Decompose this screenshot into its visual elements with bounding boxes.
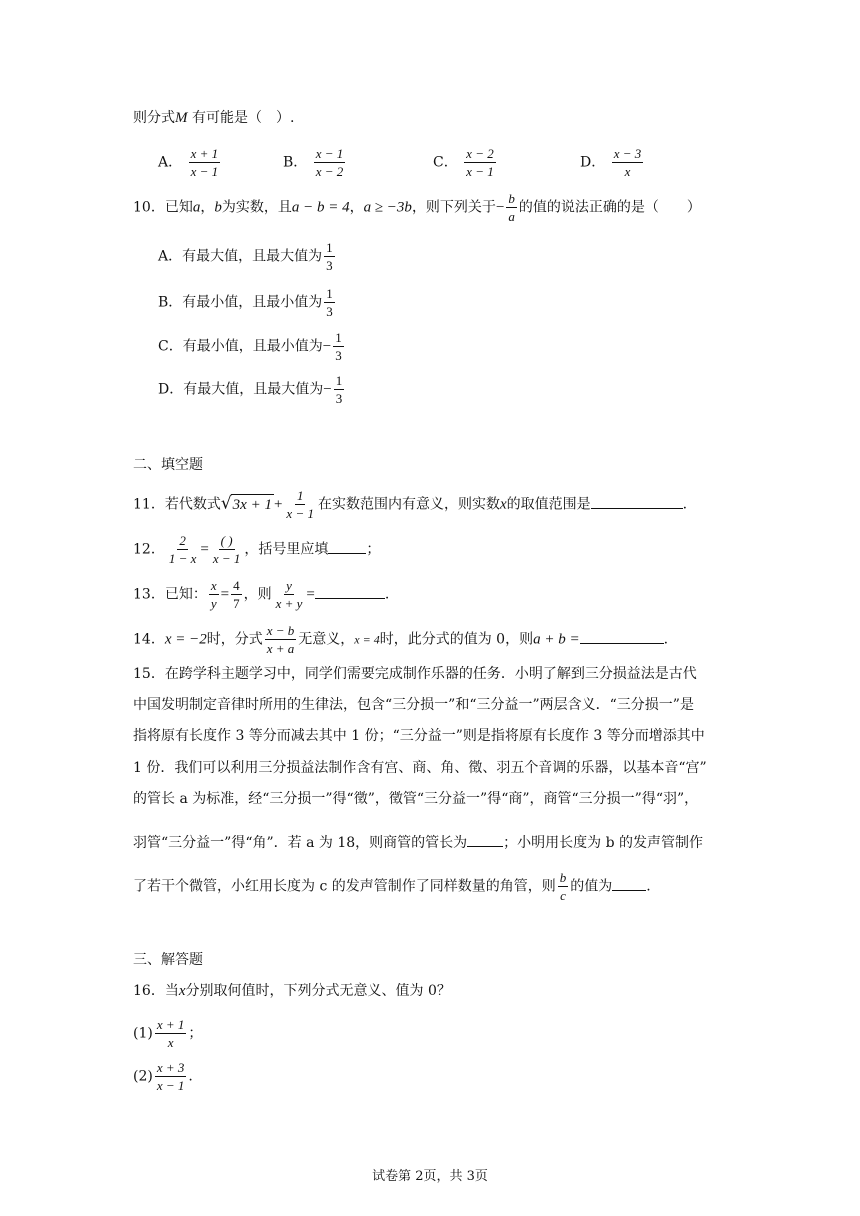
q15-line-5: 的管长 a 为标准，经“三分损一”得“徵”，徵管“三分益一”得“商”，商管“三分损一”得“羽”， <box>133 791 699 807</box>
section-fill-in-title: 二、填空题 <box>133 457 203 473</box>
q16-stem: 16．当x分别取何值时，下列分式无意义、值为 0？ <box>133 983 451 999</box>
q15-line-1: 15．在跨学科主题学习中，同学们需要完成制作乐器的任务．小明了解到三分损益法是古代 <box>133 666 697 682</box>
q15-answer-blank-1[interactable] <box>467 832 503 847</box>
q13: 13．已知： $\frac{x}{y}$ = $\frac{4}{7}$ ，则 $\frac{y}{x + y}$ = . <box>133 578 390 611</box>
page-footer: 试卷第 2页，共 3页 <box>372 1169 488 1184</box>
q9-stem: 则分式M 有可能是（ ）. <box>133 110 295 126</box>
q9-option-a[interactable]: A． $\frac{x + 1}{x - 1}$ <box>158 146 219 179</box>
q14-answer-blank[interactable] <box>580 629 664 644</box>
q16-part-2: (2) $\frac{x + 3}{x - 1}$ . <box>133 1060 193 1093</box>
q15-line-2: 中国发明制定音律时所用的生律法，包含“三分损一”和“三分益一”两层含义．“三分损一”是 <box>133 697 694 713</box>
q10-stem: 10．已知a，b为实数，且a − b = 4，a ≥ −3b，则下列关于− $\frac{b}{a}$ 的值的说法正确的是（ ） <box>133 191 701 224</box>
q12-answer-blank[interactable] <box>328 539 366 554</box>
q10-option-c[interactable]: C．有最小值，且最小值为− $\frac{1}{3}$ <box>158 330 342 363</box>
q9-option-c[interactable]: C． $\frac{x - 2}{x - 1}$ <box>433 146 494 179</box>
q16-part-1: (1) $\frac{x + 1}{x}$ ； <box>133 1017 203 1050</box>
section-answer-title: 三、解答题 <box>133 952 203 968</box>
q11: 11．若代数式√3x + 1 + $\frac{1}{x - 1}$ 在实数范围内有意义，则实数x的取值范围是 . <box>133 488 688 521</box>
q15-answer-blank-2[interactable] <box>612 876 646 891</box>
q13-answer-blank[interactable] <box>315 584 385 599</box>
q15-line-7: 了若干个微管，小红用长度为 c 的发声管制作了同样数量的角管，则 $\frac{b}{c}$ 的值为 . <box>133 870 651 903</box>
q12: 12． $\frac{2}{1 - x}$ = $\frac{( )}{x - 1}$ ，括号里应填 ； <box>133 533 381 566</box>
q14: 14．x = −2时，分式 $\frac{x - b}{x + a}$ 无意义，x = 4时，此分式的值为 0，则a + b = . <box>133 623 669 656</box>
q15-line-3: 指将原有长度作 3 等分而减去其中 1 份；“三分益一”则是指将原有长度作 3 等分而增添其中 <box>133 728 705 744</box>
q15-line-4: 1 份．我们可以利用三分损益法制作含有宫、商、角、徵、羽五个音调的乐器，以基本音“宫” <box>133 760 707 776</box>
q9-option-b[interactable]: B． $\frac{x - 1}{x - 2}$ <box>283 146 344 179</box>
q10-option-d[interactable]: D．有最大值，且最大值为− $\frac{1}{3}$ <box>158 373 343 406</box>
q10-option-a[interactable]: A．有最大值，且最大值为 $\frac{1}{3}$ <box>158 240 333 273</box>
q9-option-d[interactable]: D． $\frac{x - 3}{x}$ <box>580 146 642 179</box>
q10-option-b[interactable]: B．有最小值，且最小值为 $\frac{1}{3}$ <box>158 286 333 319</box>
q15-line-6: 羽管“三分益一”得“角”．若 a 为 18，则商管的管长为 ；小明用长度为 b 的发声管制作 <box>133 832 703 853</box>
q11-answer-blank[interactable] <box>591 494 683 509</box>
